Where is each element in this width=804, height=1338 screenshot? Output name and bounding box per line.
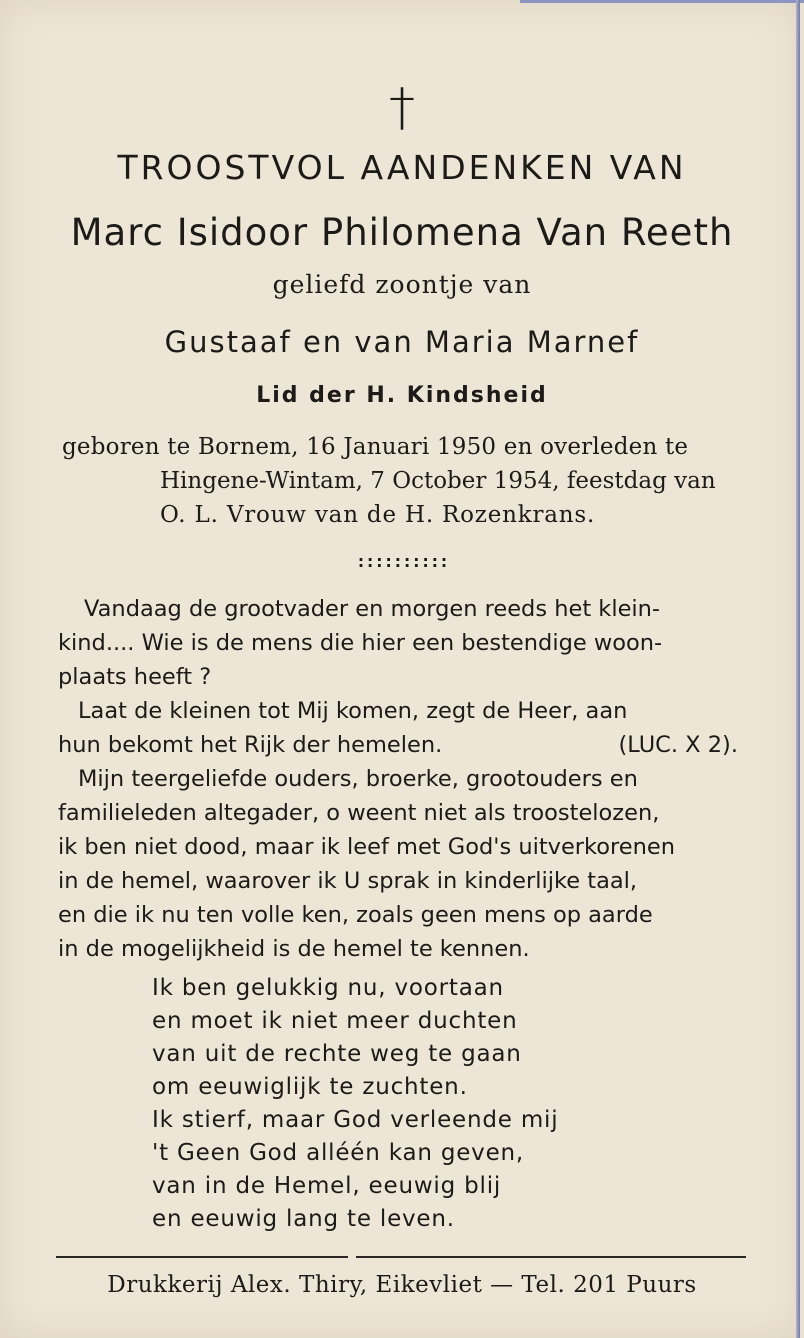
birth-line: geboren te Bornem, 16 Januari 1950 en overleden te (62, 434, 689, 460)
text-line: familieleden altegader, o weent niet als troostelozen, (58, 800, 660, 826)
poem-line: van in de Hemel, eeuwig blij (152, 1173, 502, 1199)
relation-text: geliefd zoontje van (272, 270, 532, 299)
footer-rule-left (56, 1256, 348, 1258)
poem-line: en moet ik niet meer duchten (152, 1008, 518, 1034)
prayer-text (58, 592, 764, 966)
birth-line: Hingene-Wintam, 7 October 1954, feestdag van (160, 468, 716, 494)
cross-icon: † (389, 78, 415, 138)
text-line: en die ik nu ten volle ken, zoals geen mens op aarde (58, 902, 653, 928)
text-line: Vandaag de grootvader en morgen reeds het klein- (84, 596, 661, 622)
parents-names: Gustaaf en van Maria Marnef (164, 325, 640, 359)
footer-rule-right (356, 1256, 746, 1258)
poem-line: van uit de rechte weg te gaan (152, 1041, 522, 1067)
text-line: Mijn teergeliefde ouders, broerke, grootouders en (78, 766, 638, 792)
birth-death-info (62, 430, 762, 532)
text-line: plaats heeft ? (58, 664, 212, 690)
heading: TROOSTVOL AANDENKEN VAN (117, 148, 687, 187)
text-line: hun bekomt het Rijk der hemelen. (58, 732, 443, 758)
poem-line: en eeuwig lang te leven. (152, 1206, 455, 1232)
text-line: kind.... Wie is de mens die hier een bestendige woon- (58, 630, 663, 656)
card-edge-right (796, 0, 800, 1338)
text-line: in de mogelijkheid is de hemel te kennen. (58, 936, 530, 962)
poem-line: om eeuwiglijk te zuchten. (152, 1074, 468, 1100)
card-edge-top (520, 0, 804, 3)
separator-ornament: :::::::::: (355, 552, 449, 572)
poem-line: Ik stierf, maar God verleende mij (152, 1107, 559, 1133)
poem-line: 't Geen God alléén kan geven, (152, 1140, 525, 1166)
text-line: in de hemel, waarover ik U sprak in kinderlijke taal, (58, 868, 638, 894)
text-line: Laat de kleinen tot Mij komen, zegt de Heer, aan (78, 698, 628, 724)
printer-credit: Drukkerij Alex. Thiry, Eikevliet — Tel. 201 Puurs (107, 1272, 697, 1298)
text-line: ik ben niet dood, maar ik leef met God's uitverkorenen (58, 834, 676, 860)
membership-text: Lid der H. Kindsheid (256, 383, 548, 408)
bible-reference: (LUC. X 2). (618, 732, 738, 758)
birth-line: O. L. Vrouw van de H. Rozenkrans. (160, 502, 596, 528)
deceased-name: Marc Isidoor Philomena Van Reeth (70, 211, 734, 254)
poem-line: Ik ben gelukkig nu, voortaan (152, 975, 504, 1001)
poem (152, 972, 672, 1236)
text-line-with-reference (58, 728, 738, 762)
